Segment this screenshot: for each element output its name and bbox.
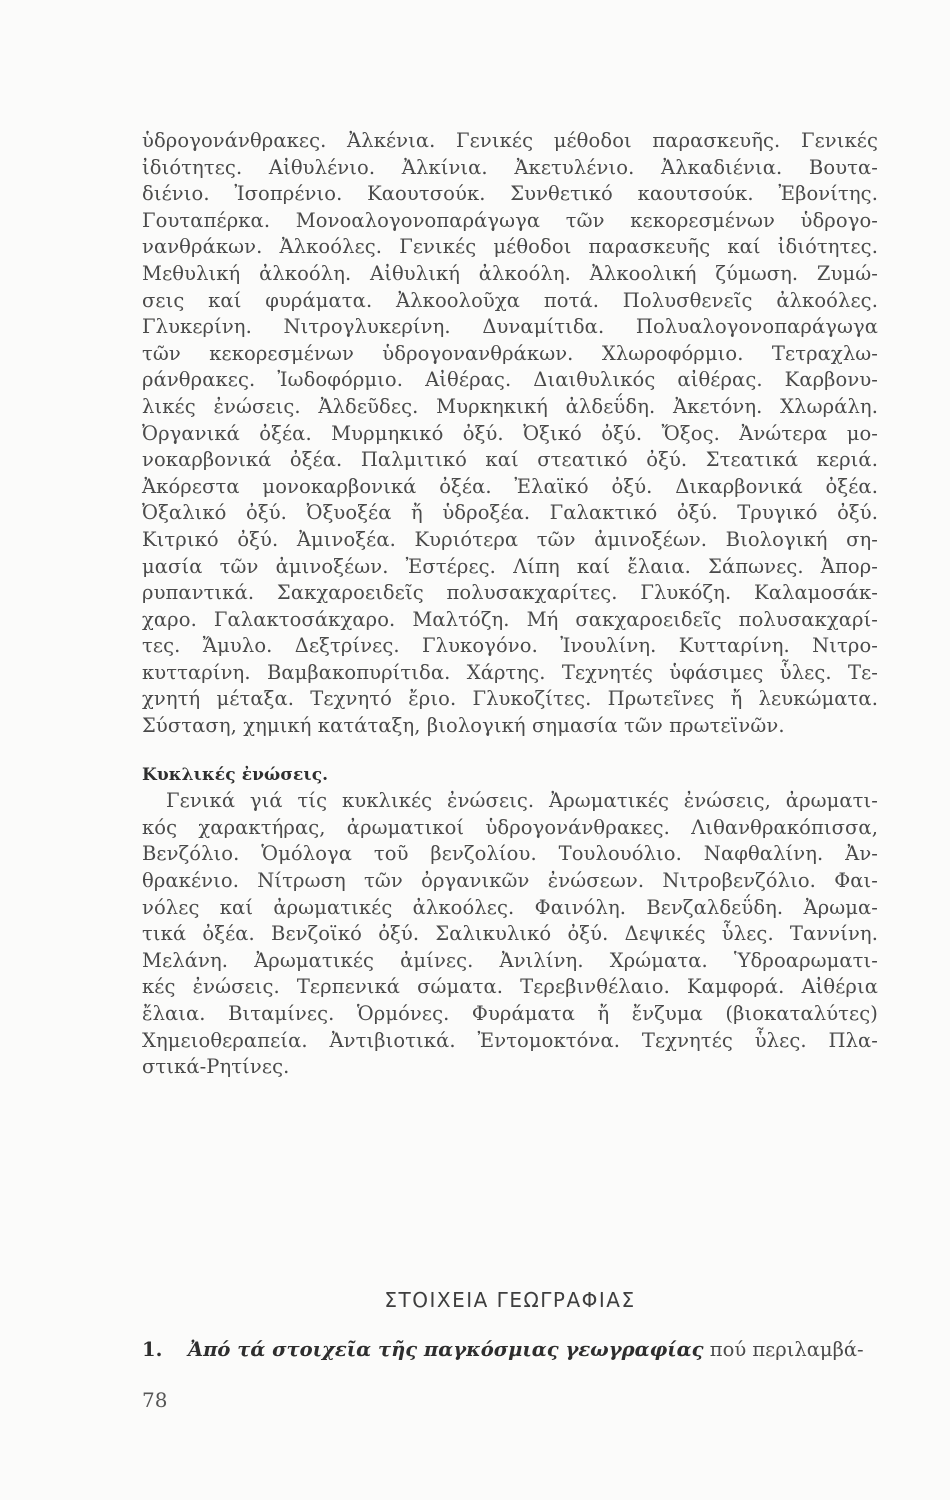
section-title-geography: ΣΤΟΙΧΕΙΑ ΓΕΩΓΡΑΦΙΑΣ [384, 1288, 636, 1312]
text-line: Μεθυλική ἀλκοόλη. Αἰθυλική ἀλκοόλη. Ἀλκοολική ζύμωση. Ζυμώ- [142, 261, 878, 285]
text-line: τες. Ἄμυλο. Δεξτρίνες. Γλυκογόνο. Ἰνουλίνη. Κυτταρίνη. Νιτρο- [142, 634, 878, 658]
item-bold-text: Ἀπό τά στοιχεῖα τῆς παγκόσμιας γεωγραφίας [188, 1338, 704, 1361]
text-line: νανθράκων. Ἀλκοόλες. Γενικές μέθοδοι παρασκευῆς καί ἰδιότητες. [142, 235, 878, 259]
cyclic-compounds-paragraph [142, 788, 878, 1081]
item-number: 1. [142, 1338, 163, 1361]
text-line: Κιτρικό ὀξύ. Ἀμινοξέα. Κυριότερα τῶν ἀμινοξέων. Βιολογική ση- [142, 527, 878, 551]
text-line: ἔλαια. Βιταμίνες. Ὁρμόνες. Φυράματα ἤ ἔνζυμα (βιοκαταλύτες) [142, 1002, 878, 1025]
text-line: χαρο. Γαλακτοσάκχαρο. Μαλτόζη. Μή σακχαροειδεῖς πολυσακχαρί- [142, 607, 878, 631]
text-line: Ἀκόρεστα μονοκαρβονικά ὀξέα. Ἐλαϊκό ὀξύ. Δικαρβονικά ὀξέα. [142, 474, 878, 498]
text-line: τικά ὀξέα. Βενζοϊκό ὀξύ. Σαλικυλικό ὀξύ. Δεψικές ὗλες. Ταννίνη. [142, 922, 878, 946]
text-line: νοκαρβονικά ὀξέα. Παλμιτικό καί στεατικό ὀξύ. Στεατικά κεριά. [142, 448, 878, 472]
item-text: πού περιλαμβά- [703, 1338, 864, 1361]
numbered-item [142, 1338, 878, 1361]
text-line: Ὀξαλικό ὀξύ. Ὀξυοξέα ἤ ὑδροξέα. Γαλακτικό ὀξύ. Τρυγικό ὀξύ. [142, 501, 878, 525]
text-line: Σύσταση, χημική κατάταξη, βιολογική σημασία τῶν πρωτεϊνῶν. [142, 714, 785, 738]
text-line: κές ἐνώσεις. Τερπενικά σώματα. Τερεβινθέλαιο. Καμφορά. Αἰθέρια [142, 975, 878, 999]
text-line: νόλες καί ἀρωματικές ἀλκοόλες. Φαινόλη. Βενζαλδεΰδη. Ἀρωμα- [142, 895, 878, 919]
text-line: στικά-Ρητίνες. [142, 1055, 290, 1079]
text-line: λικές ἐνώσεις. Ἀλδεῦδες. Μυρκηκική ἀλδεΰδη. Ἀκετόνη. Χλωράλη. [142, 394, 878, 418]
text-line: διένιο. Ἰσοπρένιο. Καουτσούκ. Συνθετικό καουτσούκ. Ἐβονίτης. [142, 182, 878, 206]
text-line: κυτταρίνη. Βαμβακοπυρίτιδα. Χάρτης. Τεχνητές ὑφάσιμες ὗλες. Τε- [142, 660, 878, 684]
text-line: ἰδιότητες. Αἰθυλένιο. Ἀλκίνια. Ἀκετυλένιο. Ἀλκαδιένια. Βουτα- [142, 155, 878, 179]
text-line: κός χαρακτήρας, ἀρωματικοί ὑδρογονάνθρακες. Λιθανθρακόπισσα, [142, 815, 878, 839]
text-line: θρακένιο. Νίτρωση τῶν ὀργανικῶν ἐνώσεων. Νιτροβενζόλιο. Φαι- [142, 869, 878, 893]
text-line: Μελάνη. Ἀρωματικές ἀμίνες. Ἀνιλίνη. Χρώματα. Ὑδροαρωματι- [142, 948, 878, 972]
text-line: Γλυκερίνη. Νιτρογλυκερίνη. Δυναμίτιδα. Πολυαλογονοπαράγωγα [142, 315, 878, 339]
text-line: Ὀργανικά ὀξέα. Μυρμηκικό ὀξύ. Ὀξικό ὀξύ. Ὄξος. Ἀνώτερα μο- [142, 421, 878, 445]
text-line: ρυπαντικά. Σακχαροειδεῖς πολυσακχαρίτες. Γλυκόζη. Καλαμοσάκ- [142, 581, 878, 605]
text-line: Γουταπέρκα. Μονοαλογονοπαράγωγα τῶν κεκορεσμένων ὑδρογο- [142, 208, 878, 232]
text-line: Βενζόλιο. Ὁμόλογα τοῦ βενζολίου. Τουλουόλιο. Ναφθαλίνη. Ἀν- [142, 842, 878, 866]
text-line: τῶν κεκορεσμένων ὑδρογονανθράκων. Χλωροφόρμιο. Τετραχλω- [142, 341, 878, 365]
text-line: Γενικά γιά τίς κυκλικές ἐνώσεις. Ἀρωματικές ἐνώσεις, ἀρωματι- [166, 789, 878, 813]
page-number: 78 [142, 1388, 168, 1412]
text-line: Χημειοθεραπεία. Ἀντιβιοτικά. Ἐντομοκτόνα. Τεχνητές ὗλες. Πλα- [142, 1028, 878, 1052]
organic-chemistry-paragraph [142, 128, 878, 740]
text-line: χνητή μέταξα. Τεχνητό ἔριο. Γλυκοζίτες. Πρωτεῖνες ἤ λευκώματα. [142, 687, 878, 711]
text-line: σεις καί φυράματα. Ἀλκοολοῦχα ποτά. Πολυσθενεῖς ἀλκοόλες. [142, 288, 878, 312]
page-body [142, 128, 878, 1361]
text-line: ράνθρακες. Ἰωδοφόρμιο. Αἰθέρας. Διαιθυλικός αἰθέρας. Καρβονυ- [142, 368, 878, 392]
text-line: ὑδρογονάνθρακες. Ἀλκένια. Γενικές μέθοδοι παρασκευῆς. Γενικές [142, 129, 878, 152]
text-line: μασία τῶν ἀμινοξέων. Ἐστέρες. Λίπη καί ἔλαια. Σάπωνες. Ἀπορ- [142, 554, 878, 578]
section-heading-cyclic: Κυκλικές ἐνώσεις. [142, 764, 329, 785]
